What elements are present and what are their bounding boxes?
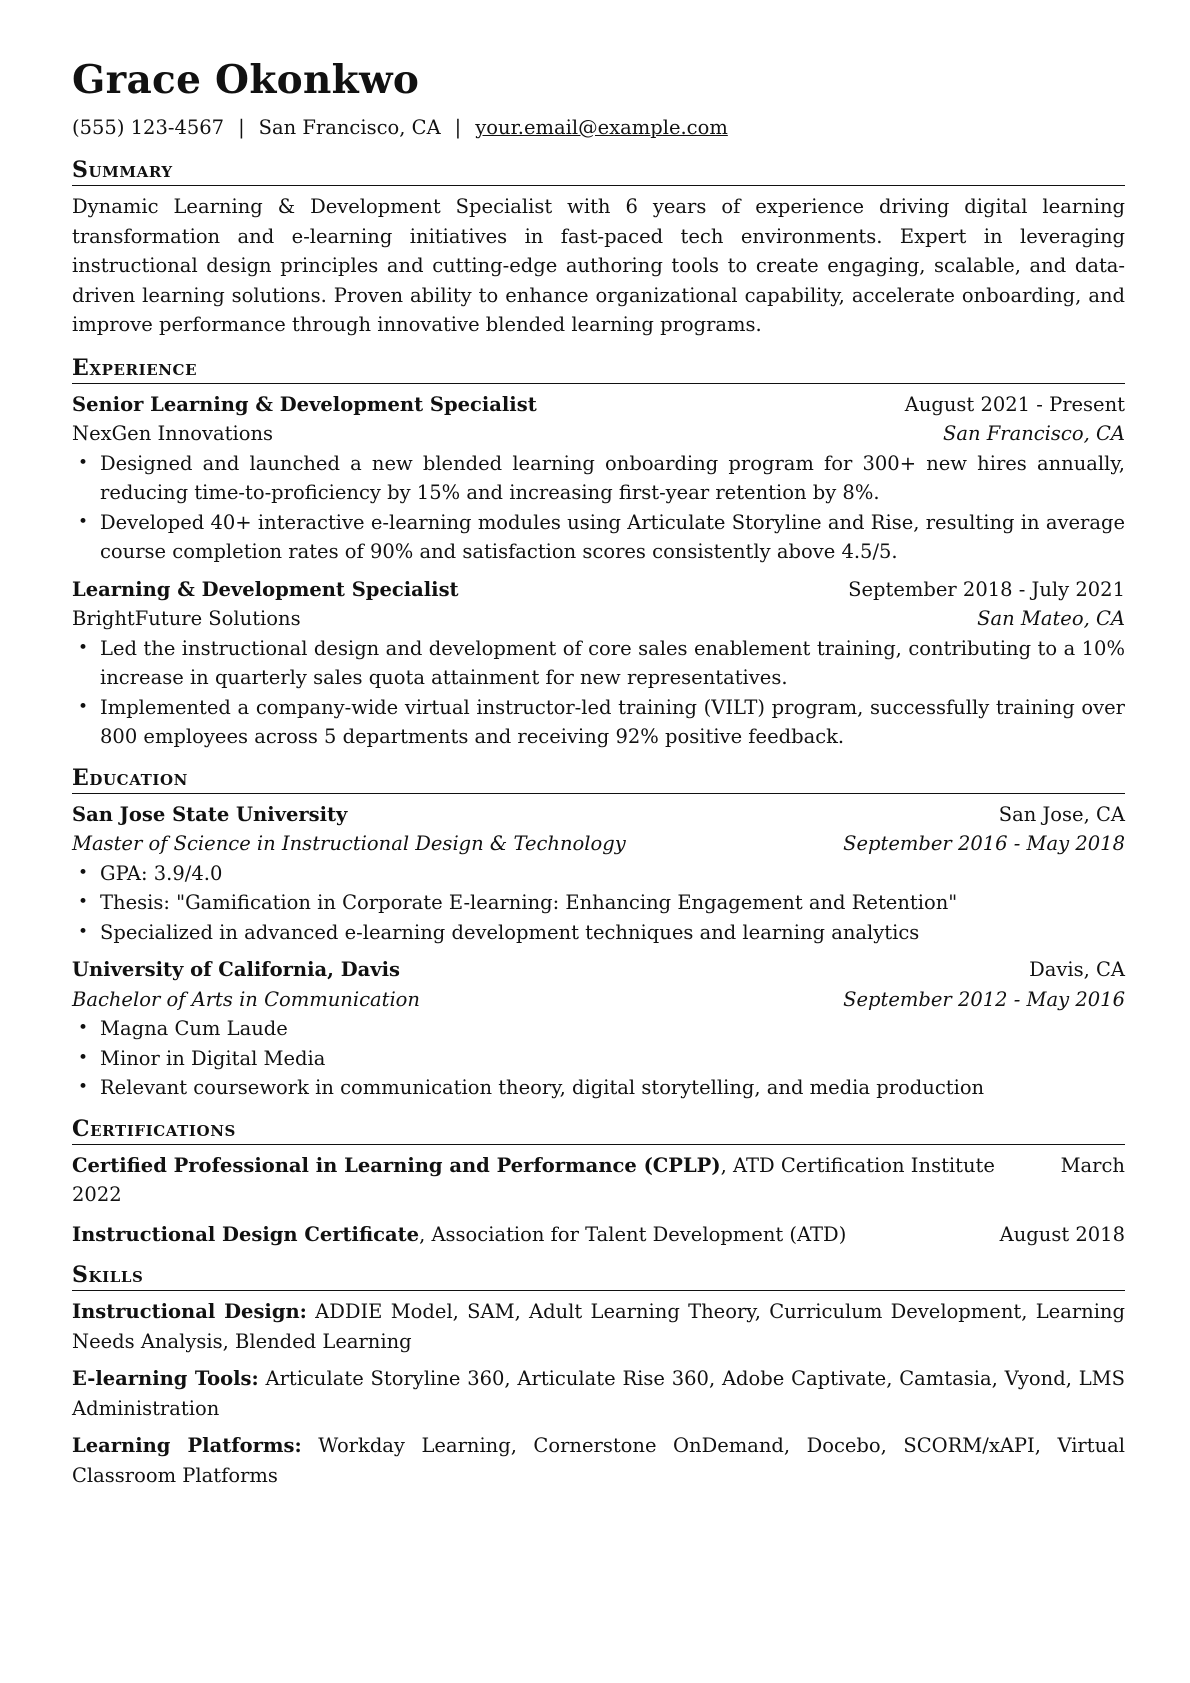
certification-issuer: , ATD Certification Institute	[720, 1153, 995, 1177]
location: San Francisco, CA	[258, 116, 441, 139]
bullet-item: • Developed 40+ interactive e-learning modules using Articulate Storyline and Rise, resulting in average course completion rates of 90% and satisfaction scores consistently above 4.5/5.	[100, 508, 1125, 567]
job-company-row	[72, 604, 1125, 634]
experience-heading: Experience	[72, 354, 1125, 384]
school-location: Davis, CA	[1029, 958, 1125, 981]
resume-page	[72, 56, 1125, 1498]
degree-dates: September 2016 - May 2018	[843, 832, 1125, 855]
skills-heading: Skills	[72, 1261, 1125, 1291]
email-link[interactable]: your.email@example.com	[475, 116, 728, 139]
skill-category: Learning Platforms:	[72, 1434, 302, 1457]
certification-entry	[72, 1151, 1125, 1210]
bullet-item: • Led the instructional design and development of core sales enablement training, contributing to a 10% increase in quarterly sales quota attainment for new representatives.	[100, 634, 1125, 693]
school-header-row	[72, 800, 1125, 830]
bullet-item: • Specialized in advanced e-learning development techniques and learning analytics	[100, 918, 1125, 948]
degree-row	[72, 985, 1125, 1015]
job-bullets	[72, 449, 1125, 567]
skill-line	[72, 1297, 1125, 1356]
bullet-item: • GPA: 3.9/4.0	[100, 859, 1125, 889]
school-entry	[72, 800, 1125, 948]
certifications-heading: Certifications	[72, 1115, 1125, 1145]
degree-name: Bachelor of Arts in Communication	[72, 987, 420, 1011]
certification-name: Certified Professional in Learning and Performance (CPLP)	[72, 1153, 721, 1177]
school-name: University of California, Davis	[72, 958, 400, 981]
certification-issuer: , Association for Talent Development (ATD)	[419, 1222, 847, 1246]
certification-date-month: March	[1060, 1153, 1125, 1177]
certification-date-year: 2022	[72, 1183, 122, 1206]
bullet-item: • Minor in Digital Media	[100, 1044, 1125, 1074]
school-location: San Jose, CA	[998, 802, 1125, 826]
contact-separator: |	[238, 116, 245, 139]
skill-category: E-learning Tools:	[72, 1367, 259, 1390]
school-header-row	[72, 955, 1125, 985]
candidate-name: Grace Okonkwo	[72, 57, 420, 103]
contact-line	[72, 114, 1125, 142]
certification-date: August 2018	[999, 1222, 1125, 1246]
job-location: San Francisco, CA	[942, 422, 1125, 445]
school-entry	[72, 955, 1125, 1103]
summary-text: Dynamic Learning & Development Specialist with 6 years of experience driving digital learning transformation and e-learning initiatives in fast-paced tech environments. Expert in leveraging instructional design principles and cutting-edge authoring tools to create engaging, scalable, and data-driven learning solutions. Proven ability to enhance organizational capability, accelerate onboarding, and improve performance through innovative blended learning programs.	[72, 195, 1125, 336]
certification-entry	[72, 1220, 1125, 1250]
company-name: NexGen Innovations	[72, 422, 274, 445]
skill-line	[72, 1431, 1125, 1490]
job-dates: August 2021 - Present	[904, 392, 1125, 416]
summary-heading: Summary	[72, 156, 1125, 186]
education-heading: Education	[72, 764, 1125, 794]
job-title: Senior Learning & Development Specialist	[72, 392, 537, 416]
bullet-item: • Magna Cum Laude	[100, 1014, 1125, 1044]
certification-name: Instructional Design Certificate	[72, 1222, 420, 1246]
degree-row	[72, 829, 1125, 859]
certification-row	[72, 1151, 1125, 1181]
school-bullets	[72, 859, 1125, 948]
certification-row	[72, 1220, 1125, 1250]
skill-category: Instructional Design:	[72, 1300, 307, 1323]
contact-separator: |	[454, 116, 462, 139]
degree-name: Master of Science in Instructional Design & Technology	[72, 832, 626, 855]
skill-line	[72, 1364, 1125, 1423]
skill-list: Workday Learning, Cornerstone OnDemand, Docebo, SCORM/xAPI, Virtual Classroom Platforms	[72, 1434, 1126, 1487]
bullet-item: • Designed and launched a new blended learning onboarding program for 300+ new hires annually, reducing time-to-proficiency by 15% and increasing first-year retention by 8%.	[100, 449, 1125, 508]
skill-list: ADDIE Model, SAM, Adult Learning Theory, Curriculum Development, Learning Needs Analysis, Blended Learning	[72, 1300, 1125, 1353]
bullet-item: • Implemented a company-wide virtual instructor-led training (VILT) program, successfully training over 800 employees across 5 departments and receiving 92% positive feedback.	[100, 693, 1125, 752]
job-header-row	[72, 575, 1125, 605]
job-title: Learning & Development Specialist	[72, 577, 459, 601]
degree-dates: September 2012 - May 2016	[843, 987, 1125, 1011]
job-bullets	[72, 634, 1125, 752]
school-name: San Jose State University	[72, 802, 348, 826]
bullet-item: • Relevant coursework in communication theory, digital storytelling, and media production	[100, 1073, 1125, 1103]
job-dates: September 2018 - July 2021	[848, 577, 1125, 601]
bullet-item: • Thesis: "Gamification in Corporate E-learning: Enhancing Engagement and Retention"	[100, 888, 1125, 918]
school-bullets	[72, 1014, 1125, 1103]
job-entry	[72, 575, 1125, 752]
job-entry	[72, 390, 1125, 567]
company-name: BrightFuture Solutions	[72, 607, 301, 630]
job-header-row	[72, 390, 1125, 420]
job-company-row	[72, 419, 1125, 449]
skill-list: Articulate Storyline 360, Articulate Rise 360, Adobe Captivate, Camtasia, Vyond, LMS Administration	[72, 1367, 1125, 1420]
phone-number: (555) 123-4567	[72, 116, 225, 139]
job-location: San Mateo, CA	[977, 607, 1125, 630]
